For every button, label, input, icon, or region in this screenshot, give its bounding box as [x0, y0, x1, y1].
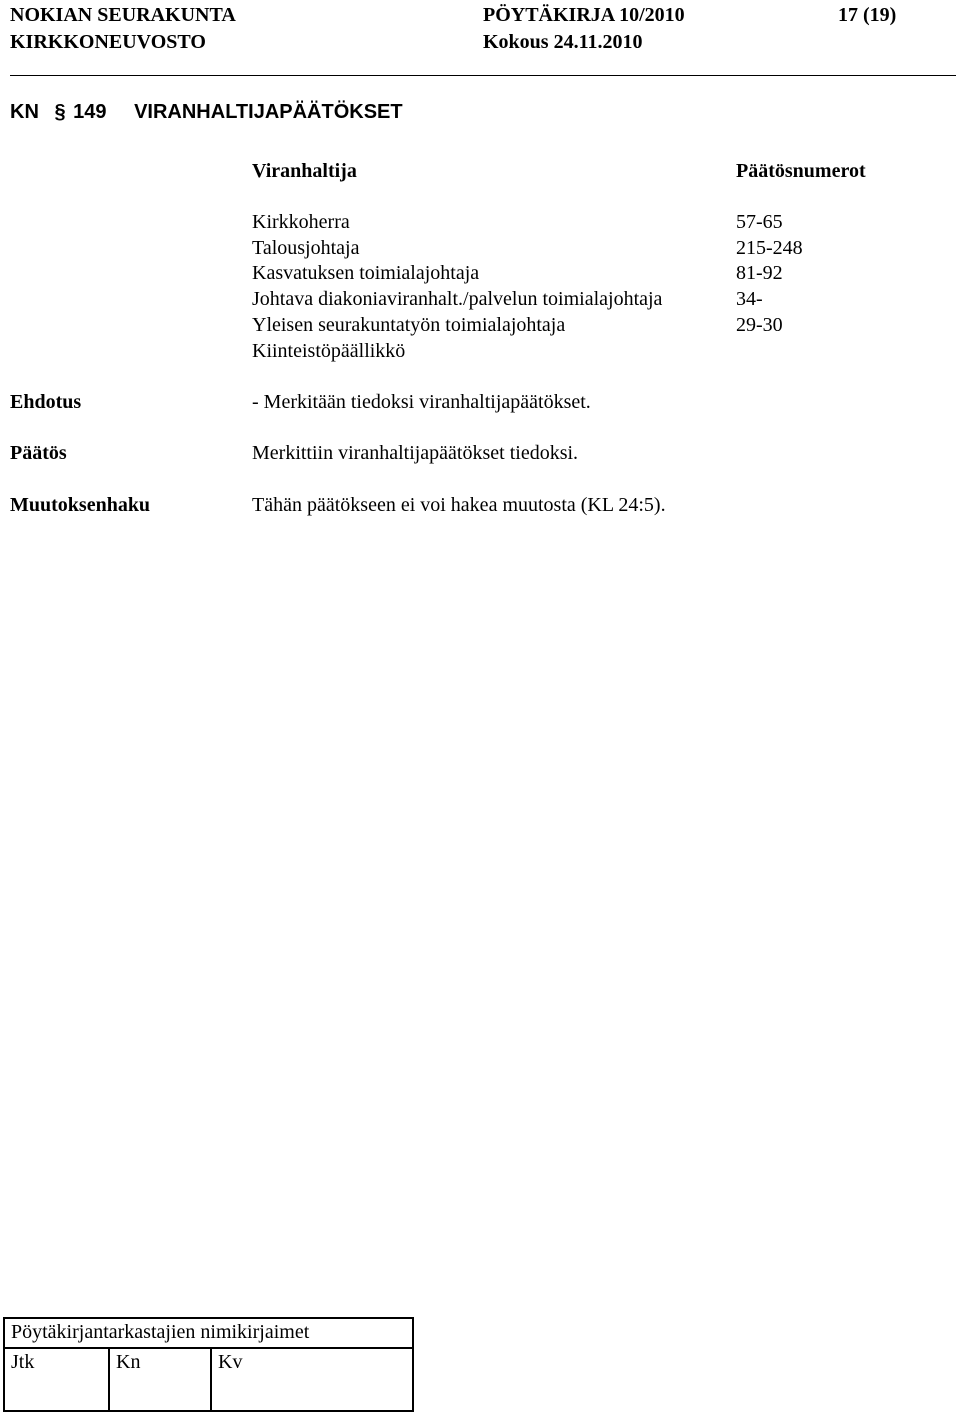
decision-label: Päätös — [10, 442, 67, 464]
decision-text: Merkittiin viranhaltijapäätökset tiedoksi. — [252, 442, 579, 464]
signature-label-jtk: Jtk — [11, 1351, 35, 1373]
section-number: 149 — [73, 101, 107, 123]
signature-label-kv: Kv — [218, 1351, 243, 1373]
section-heading — [10, 101, 403, 124]
col-header-holder: Viranhaltija — [252, 160, 357, 182]
signature-cell-jtk — [4, 1348, 109, 1411]
appeal-text: Tähän päätökseen ei voi hakea muutosta (KL 24:5). — [252, 494, 666, 516]
holder-cell: Kiinteistöpäällikkö — [252, 340, 406, 362]
holder-cell: Johtava diakoniaviranhalt./palvelun toimialajohtaja — [252, 288, 663, 310]
section-title: VIRANHALTIJAPÄÄTÖKSET — [134, 101, 403, 123]
numbers-cell: 215-248 — [736, 237, 803, 259]
holder-cell: Kirkkoherra — [252, 211, 350, 233]
col-header-numbers: Päätösnumerot — [736, 160, 866, 182]
signature-label-kn: Kn — [116, 1351, 141, 1373]
page-number: 17 (19) — [838, 4, 897, 26]
holder-cell: Yleisen seurakuntatyön toimialajohtaja — [252, 314, 566, 336]
numbers-cell: 81-92 — [736, 262, 783, 284]
meeting-date: Kokous 24.11.2010 — [483, 31, 643, 53]
signature-cell-kn — [109, 1348, 211, 1411]
signature-box-title: Pöytäkirjantarkastajien nimikirjaimet — [4, 1318, 413, 1348]
section-symbol: § — [54, 101, 66, 123]
section-kn: KN — [10, 101, 39, 123]
holder-cell: Kasvatuksen toimialajohtaja — [252, 262, 480, 284]
appeal-label: Muutoksenhaku — [10, 494, 151, 516]
numbers-cell: 29-30 — [736, 314, 783, 336]
proposal-label: Ehdotus — [10, 391, 82, 413]
document-type: PÖYTÄKIRJA 10/2010 — [483, 4, 685, 26]
numbers-cell: 34- — [736, 288, 763, 310]
numbers-cell: 57-65 — [736, 211, 783, 233]
header-rule — [10, 75, 956, 76]
holder-cell: Talousjohtaja — [252, 237, 360, 259]
org-name: NOKIAN SEURAKUNTA — [10, 4, 236, 26]
signature-box — [3, 1317, 414, 1412]
council-name: KIRKKONEUVOSTO — [10, 31, 206, 53]
proposal-text: - Merkitään tiedoksi viranhaltijapäätökset. — [252, 391, 591, 413]
signature-cell-kv — [211, 1348, 413, 1411]
